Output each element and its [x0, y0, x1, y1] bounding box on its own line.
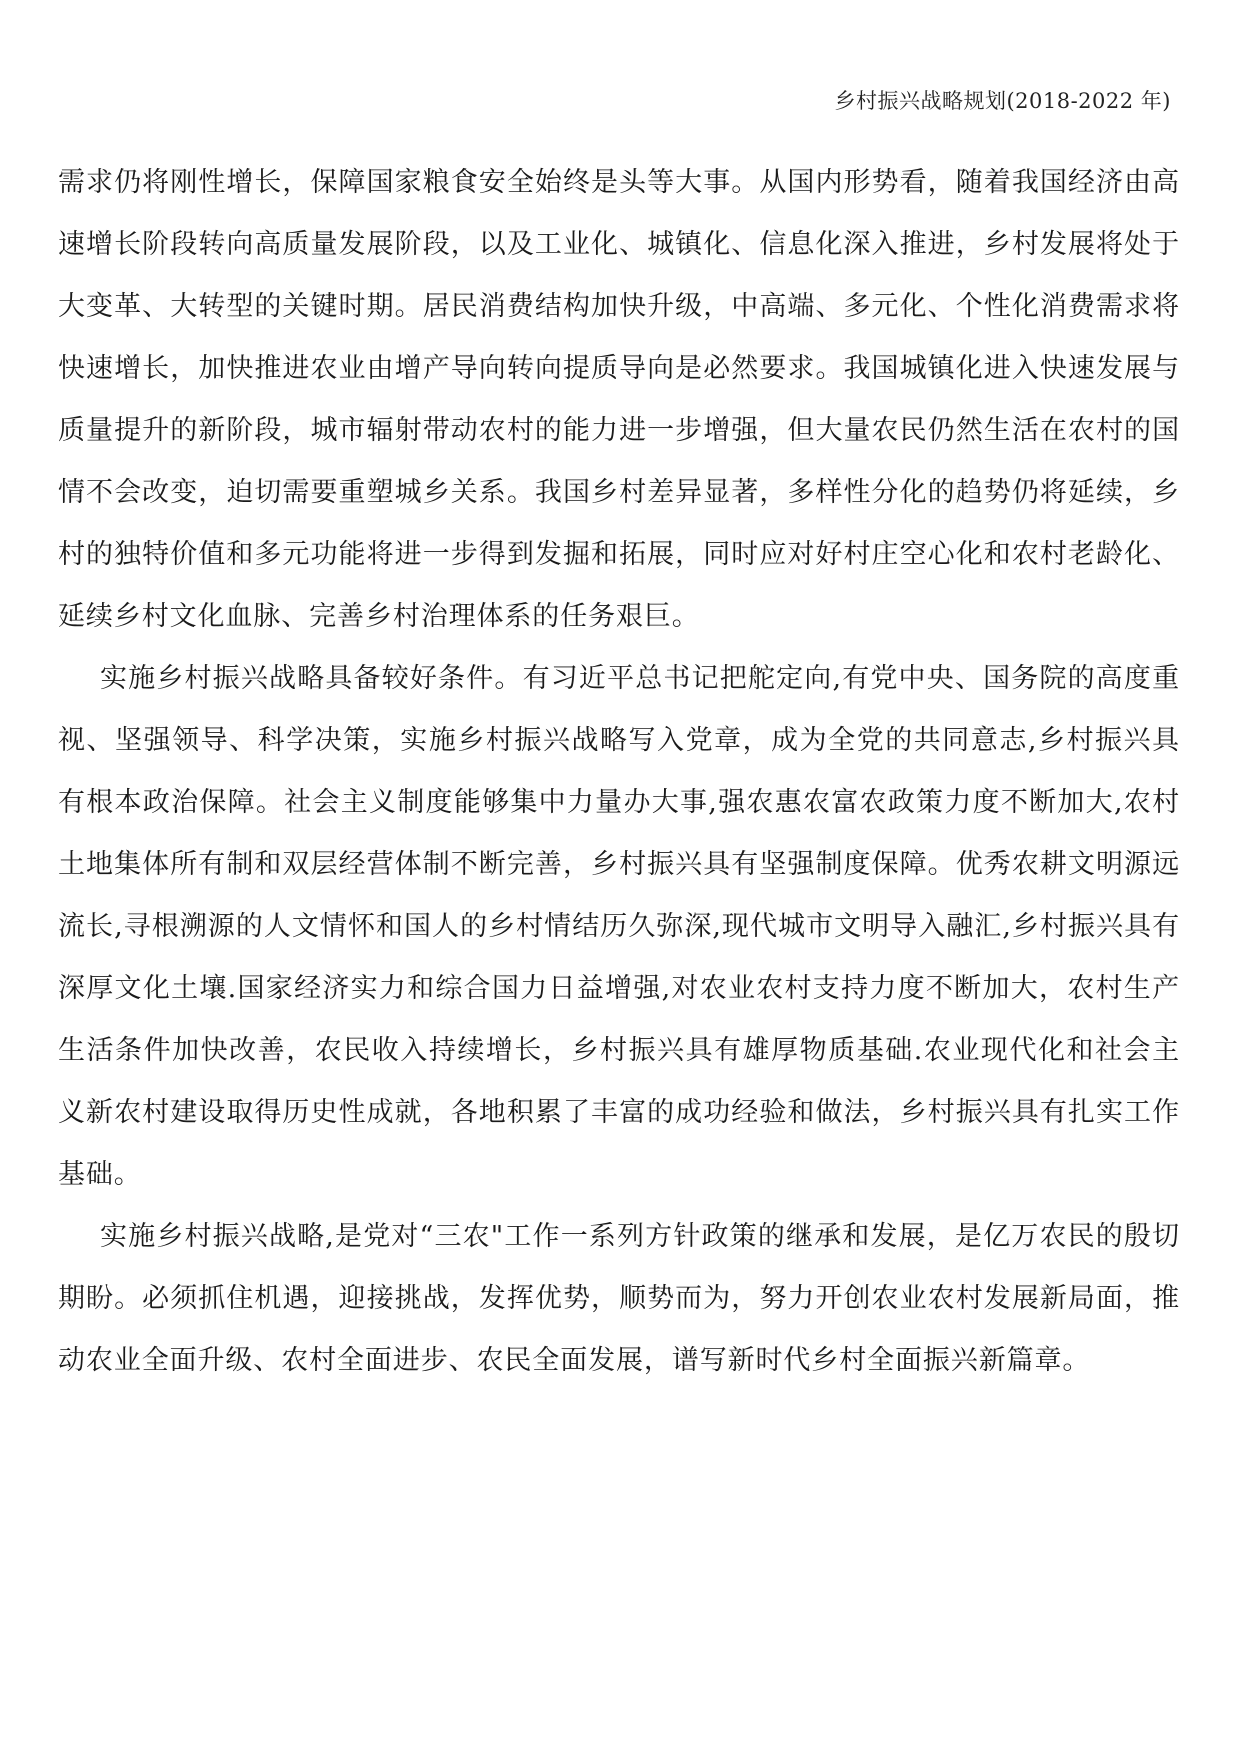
running-header: 乡村振兴战略规划(2018-2022 年)	[834, 89, 1171, 113]
paragraph-favorable-conditions: 实施乡村振兴战略具备较好条件。有习近平总书记把舵定向,有党中央、国务院的高度重视、坚强领导、科学决策，实施乡村振兴战略写入党章，成为全党的共同意志,乡村振兴具有根本政治保障。社会主义制度能够集中力量办大事,强农惠农富农政策力度不断加大,农村土地集体所有制和双层经营体制不断完善，乡村振兴具有坚强制度保障。优秀农耕文明源远流长,寻根溯源的人文情怀和国人的乡村情结历久弥深,现代城市文明导入融汇,乡村振兴具有深厚文化土壤.国家经济实力和综合国力日益增强,对农业农村支持力度不断加大，农村生产生活条件加快改善，农民收入持续增长，乡村振兴具有雄厚物质基础.农业现代化和社会主义新农村建设取得历史性成就，各地积累了丰富的成功经验和做法，乡村振兴具有扎实工作基础。	[58, 663, 1180, 1190]
paragraph-continued: 需求仍将刚性增长，保障国家粮食安全始终是头等大事。从国内形势看，随着我国经济由高速增长阶段转向高质量发展阶段，以及工业化、城镇化、信息化深入推进，乡村发展将处于大变革、大转型的关键时期。居民消费结构加快升级，中高端、多元化、个性化消费需求将快速增长，加快推进农业由增产导向转向提质导向是必然要求。我国城镇化进入快速发展与质量提升的新阶段，城市辐射带动农村的能力进一步增强，但大量农民仍然生活在农村的国情不会改变，迫切需要重塑城乡关系。我国乡村差异显著，多样性分化的趋势仍将延续，乡村的独特价值和多元功能将进一步得到发掘和拓展，同时应对好村庄空心化和农村老龄化、延续乡村文化血脉、完善乡村治理体系的任务艰巨。	[58, 167, 1180, 632]
document-body	[58, 152, 1180, 1392]
paragraph-conclusion: 实施乡村振兴战略,是党对“三农"工作一系列方针政策的继承和发展，是亿万农民的殷切期盼。必须抓住机遇，迎接挑战，发挥优势，顺势而为，努力开创农业农村发展新局面，推动农业全面升级、农村全面进步、农民全面发展，谱写新时代乡村全面振兴新篇章。	[58, 1221, 1180, 1376]
